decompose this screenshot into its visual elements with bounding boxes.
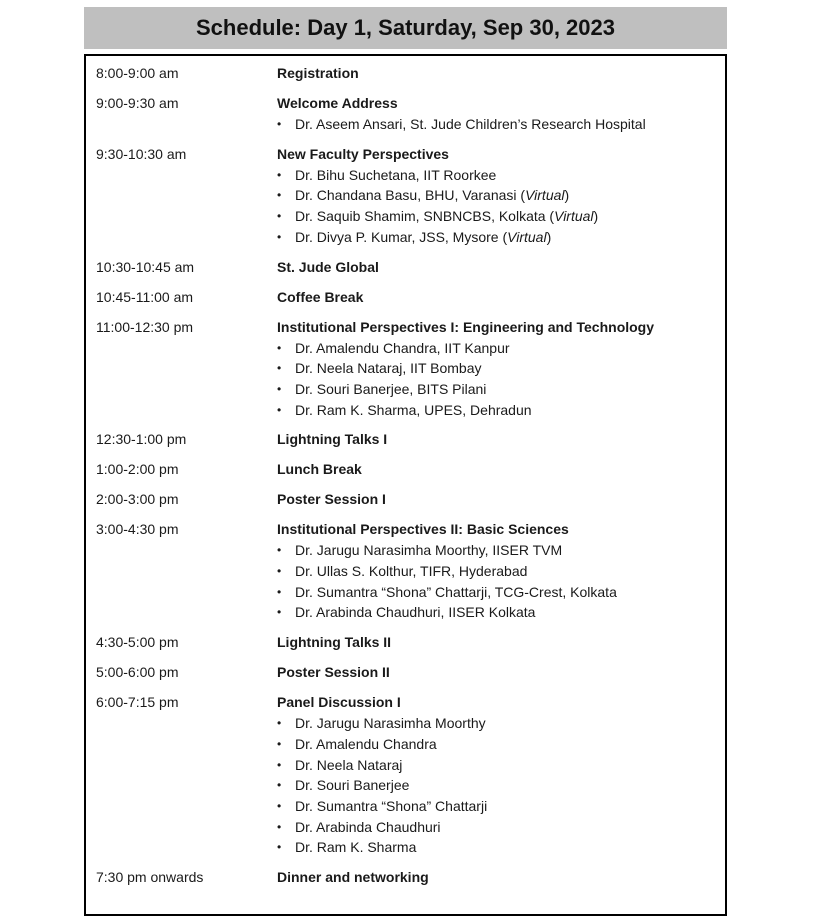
schedule-row [96, 662, 725, 683]
session-time: 8:00-9:00 am [96, 65, 179, 81]
bullet-icon: • [277, 402, 282, 417]
session-title: Lunch Break [277, 461, 362, 478]
bullet-icon: • [277, 188, 282, 203]
session-title: St. Jude Global [277, 258, 379, 275]
session-time: 7:30 pm onwards [96, 869, 204, 886]
bullet-icon: • [277, 209, 282, 224]
bullet-icon: • [277, 716, 282, 731]
speaker-item [277, 114, 725, 135]
bullet-icon: • [277, 778, 282, 793]
speaker-name: Dr. Amalendu Chandra, IIT Kanpur [295, 339, 510, 356]
bullet-icon: • [277, 167, 282, 182]
speaker-name: Dr. Amalendu Chandra [295, 735, 437, 752]
speaker-item [277, 227, 725, 248]
speaker-item [277, 734, 725, 755]
schedule-row [96, 63, 725, 84]
virtual-close: ) [546, 228, 552, 245]
speaker-name: Dr. Arabinda Chaudhuri, IISER Kolkata [295, 604, 536, 621]
speaker-name: Dr. Sumantra “Shona” Chattarji [295, 797, 488, 814]
speaker-name: Dr. Arabinda Chaudhuri [295, 818, 441, 835]
speaker-name: Dr. Sumantra “Shona” Chattarji, TCG-Crest, Kolkata [295, 583, 617, 600]
schedule-table [84, 54, 727, 916]
speaker-item [277, 185, 725, 206]
bullet-icon: • [277, 736, 282, 751]
session-details [277, 317, 725, 421]
speaker-name: Dr. Divya P. Kumar, JSS, Mysore ( [295, 228, 508, 245]
session-details [277, 429, 725, 450]
speaker-item [277, 755, 725, 776]
session-details [277, 519, 725, 623]
bullet-icon: • [277, 229, 282, 244]
speaker-list [277, 540, 725, 623]
session-title: Welcome Address [277, 95, 398, 111]
session-details [277, 257, 725, 278]
bullet-icon: • [277, 117, 282, 131]
speaker-name: Dr. Souri Banerjee [295, 777, 410, 794]
session-title: Dinner and networking [277, 869, 429, 886]
speaker-name: Dr. Ram K. Sharma, UPES, Dehradun [295, 401, 532, 418]
bullet-icon: • [277, 543, 282, 558]
session-details [277, 63, 725, 84]
schedule-row [96, 489, 725, 510]
speaker-item [277, 206, 725, 227]
speaker-item [277, 602, 725, 623]
session-details [277, 692, 725, 858]
schedule-title: Schedule: Day 1, Saturday, Sep 30, 2023 [195, 15, 615, 40]
bullet-icon: • [277, 757, 282, 772]
speaker-item [277, 817, 725, 838]
schedule-row [96, 429, 725, 450]
schedule-row [96, 867, 725, 888]
speaker-item [277, 358, 725, 379]
speaker-name: Dr. Neela Nataraj [295, 756, 403, 773]
speaker-name: Dr. Jarugu Narasimha Moorthy, IISER TVM [295, 542, 563, 559]
schedule-row [96, 459, 725, 480]
speaker-item [277, 775, 725, 796]
speaker-name: Dr. Jarugu Narasimha Moorthy [295, 715, 486, 732]
session-time: 2:00-3:00 pm [96, 491, 179, 508]
session-time: 4:30-5:00 pm [96, 634, 179, 651]
session-details [277, 632, 725, 653]
session-title: Registration [277, 65, 359, 81]
speaker-list [277, 114, 725, 135]
virtual-tag: Virtual [507, 228, 547, 245]
session-details [277, 93, 725, 135]
session-details [277, 489, 725, 510]
session-details [277, 144, 725, 248]
speaker-list [277, 713, 725, 858]
speaker-name: Dr. Ram K. Sharma [295, 839, 417, 856]
session-title: Lightning Talks I [277, 431, 388, 448]
session-title: New Faculty Perspectives [277, 145, 449, 162]
bullet-icon: • [277, 381, 282, 396]
bullet-icon: • [277, 605, 282, 620]
session-details [277, 459, 725, 480]
session-title: Coffee Break [277, 288, 364, 305]
speaker-item [277, 837, 725, 858]
speaker-list [277, 165, 725, 248]
session-details [277, 287, 725, 308]
speaker-name: Dr. Souri Banerjee, BITS Pilani [295, 380, 487, 397]
schedule-row [96, 519, 725, 623]
bullet-icon: • [277, 564, 282, 579]
session-title: Poster Session I [277, 491, 386, 508]
bullet-icon: • [277, 361, 282, 376]
schedule-row [96, 692, 725, 858]
speaker-name: Dr. Ullas S. Kolthur, TIFR, Hyderabad [295, 563, 528, 580]
schedule-row [96, 287, 725, 308]
session-time: 10:30-10:45 am [96, 258, 195, 275]
speaker-name: Dr. Saquib Shamim, SNBNCBS, Kolkata ( [295, 208, 555, 225]
session-time: 1:00-2:00 pm [96, 461, 179, 478]
bullet-icon: • [277, 340, 282, 355]
session-time: 11:00-12:30 pm [96, 318, 194, 335]
speaker-name: Dr. Bihu Suchetana, IIT Roorkee [295, 166, 497, 183]
bullet-icon: • [277, 798, 282, 813]
session-details [277, 662, 725, 683]
session-time: 9:00-9:30 am [96, 95, 179, 111]
speaker-item [277, 540, 725, 561]
speaker-item [277, 796, 725, 817]
virtual-tag: Virtual [554, 208, 594, 225]
session-title: Poster Session II [277, 664, 390, 681]
session-time: 3:00-4:30 pm [96, 521, 179, 538]
schedule-row [96, 632, 725, 653]
session-time: 10:45-11:00 am [96, 288, 194, 305]
virtual-close: ) [564, 187, 570, 204]
session-time: 12:30-1:00 pm [96, 431, 187, 448]
speaker-list [277, 338, 725, 421]
session-details [277, 867, 725, 888]
speaker-item [277, 713, 725, 734]
schedule-row [96, 317, 725, 421]
speaker-name: Dr. Aseem Ansari, St. Jude Children’s Research Hospital [295, 116, 646, 132]
session-time: 9:30-10:30 am [96, 145, 187, 162]
bullet-icon: • [277, 584, 282, 599]
speaker-item [277, 400, 725, 421]
speaker-item [277, 379, 725, 400]
session-title: Institutional Perspectives I: Engineering and Technology [277, 318, 655, 335]
bullet-icon: • [277, 819, 282, 834]
speaker-item [277, 165, 725, 186]
schedule-row [96, 257, 725, 278]
schedule-rows [96, 63, 725, 897]
session-time: 5:00-6:00 pm [96, 664, 179, 681]
speaker-item [277, 561, 725, 582]
speaker-name: Dr. Chandana Basu, BHU, Varanasi ( [295, 187, 526, 204]
session-title: Lightning Talks II [277, 634, 392, 651]
speaker-name: Dr. Neela Nataraj, IIT Bombay [295, 360, 482, 377]
speaker-item [277, 338, 725, 359]
schedule-row [96, 93, 725, 135]
bullet-icon: • [277, 840, 282, 855]
schedule-row [96, 144, 725, 248]
schedule-title-bar [84, 7, 727, 49]
virtual-close: ) [593, 208, 599, 225]
virtual-tag: Virtual [525, 187, 565, 204]
session-title: Institutional Perspectives II: Basic Sciences [277, 521, 569, 538]
session-title: Panel Discussion I [277, 694, 401, 711]
speaker-item [277, 582, 725, 603]
session-time: 6:00-7:15 pm [96, 694, 179, 711]
